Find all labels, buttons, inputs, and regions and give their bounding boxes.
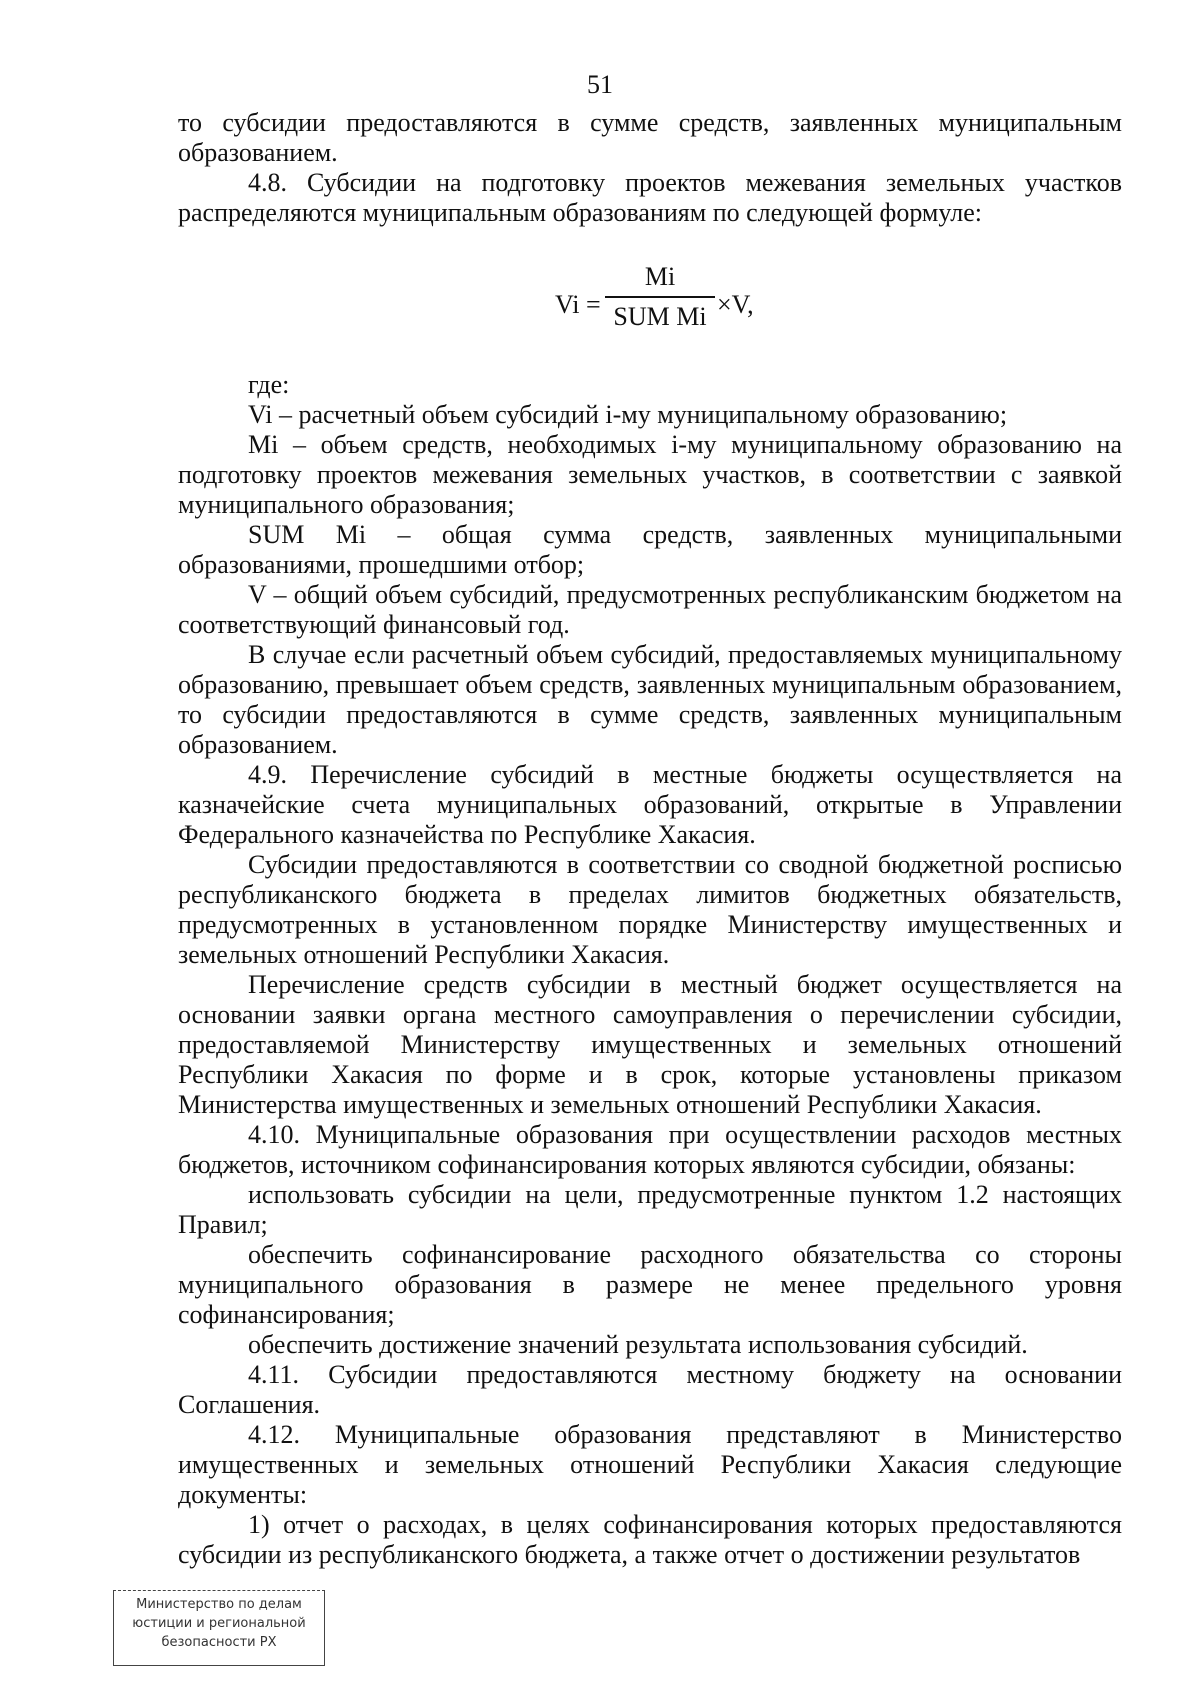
- paragraph: 1) отчет о расходах, в целях софинансирования которых предоставляются субсидии из республиканского бюджета, а также отчет о достижении результатов: [178, 1510, 1122, 1569]
- text-block-main: [178, 370, 1122, 1570]
- paragraph: 4.12. Муниципальные образования представляют в Министерство имущественных и земельных отношений Республики Хакасия следующие документы:: [178, 1420, 1122, 1509]
- page-number: 51: [587, 70, 613, 99]
- paragraph: обеспечить софинансирование расходного обязательства со стороны муниципального образования в размере не менее предельного уровня софинансирования;: [178, 1240, 1122, 1329]
- formula-numerator: Mi: [644, 262, 676, 291]
- formula-rhs: ×V,: [717, 290, 754, 319]
- formula: [555, 262, 815, 342]
- paragraph: 4.8. Субсидии на подготовку проектов межевания земельных участков распределяются муниципальным образованиям по следующей формуле:: [178, 168, 1122, 227]
- registration-stamp: [113, 1590, 325, 1666]
- paragraph: В случае если расчетный объем субсидий, предоставляемых муниципальному образованию, превышает объем средств, заявленных муниципальным образованием, то субсидии предоставляются в сумме средств, заявленных муниципальным образованием.: [178, 640, 1122, 759]
- paragraph: 4.9. Перечисление субсидий в местные бюджеты осуществляется на казначейские счета муниципальных образований, открытые в Управлении Федерального казначейства по Республике Хакасия.: [178, 760, 1122, 849]
- formula-lhs: Vi =: [555, 290, 601, 319]
- paragraph: Перечисление средств субсидии в местный бюджет осуществляется на основании заявки органа местного самоуправления о перечислении субсидии, предоставляемой Министерству имущественных и земельных отношений Республики Хакасия по форме и в срок, которые установлены приказом Министерства имущественных и земельных отношений Республики Хакасия.: [178, 970, 1122, 1119]
- paragraph: 4.11. Субсидии предоставляются местному бюджету на основании Соглашения.: [178, 1360, 1122, 1419]
- paragraph: обеспечить достижение значений результата использования субсидий.: [248, 1330, 1028, 1359]
- stamp-line: безопасности РХ: [161, 1635, 277, 1650]
- paragraph: SUM Mi – общая сумма средств, заявленных муниципальными образованиями, прошедшими отбор;: [178, 520, 1122, 579]
- formula-denominator: SUM Mi: [613, 302, 707, 331]
- formula-fraction: [605, 262, 715, 332]
- paragraph: Mi – объем средств, необходимых i-му муниципальному образованию на подготовку проектов межевания земельных участков, в соответствии с заявкой муниципального образования;: [178, 430, 1122, 519]
- stamp-line: юстиции и региональной: [132, 1616, 306, 1631]
- fraction-bar: [605, 296, 715, 298]
- paragraph: то субсидии предоставляются в сумме средств, заявленных муниципальным образованием.: [178, 108, 1122, 167]
- paragraph: Vi – расчетный объем субсидий i-му муниципальному образованию;: [248, 400, 1008, 429]
- paragraph: где:: [248, 370, 290, 399]
- paragraph: 4.10. Муниципальные образования при осуществлении расходов местных бюджетов, источником софинансирования которых являются субсидии, обязаны:: [178, 1120, 1122, 1179]
- paragraph: Субсидии предоставляются в соответствии со сводной бюджетной росписью республиканского бюджета в пределах лимитов бюджетных обязательств, предусмотренных в установленном порядке Министерству имущественных и земельных отношений Республики Хакасия.: [178, 850, 1122, 969]
- stamp-line: Министерство по делам: [136, 1597, 302, 1612]
- text-block-top: [178, 108, 1122, 228]
- paragraph: использовать субсидии на цели, предусмотренные пунктом 1.2 настоящих Правил;: [178, 1180, 1122, 1239]
- paragraph: V – общий объем субсидий, предусмотренных республиканским бюджетом на соответствующий финансовый год.: [178, 580, 1122, 639]
